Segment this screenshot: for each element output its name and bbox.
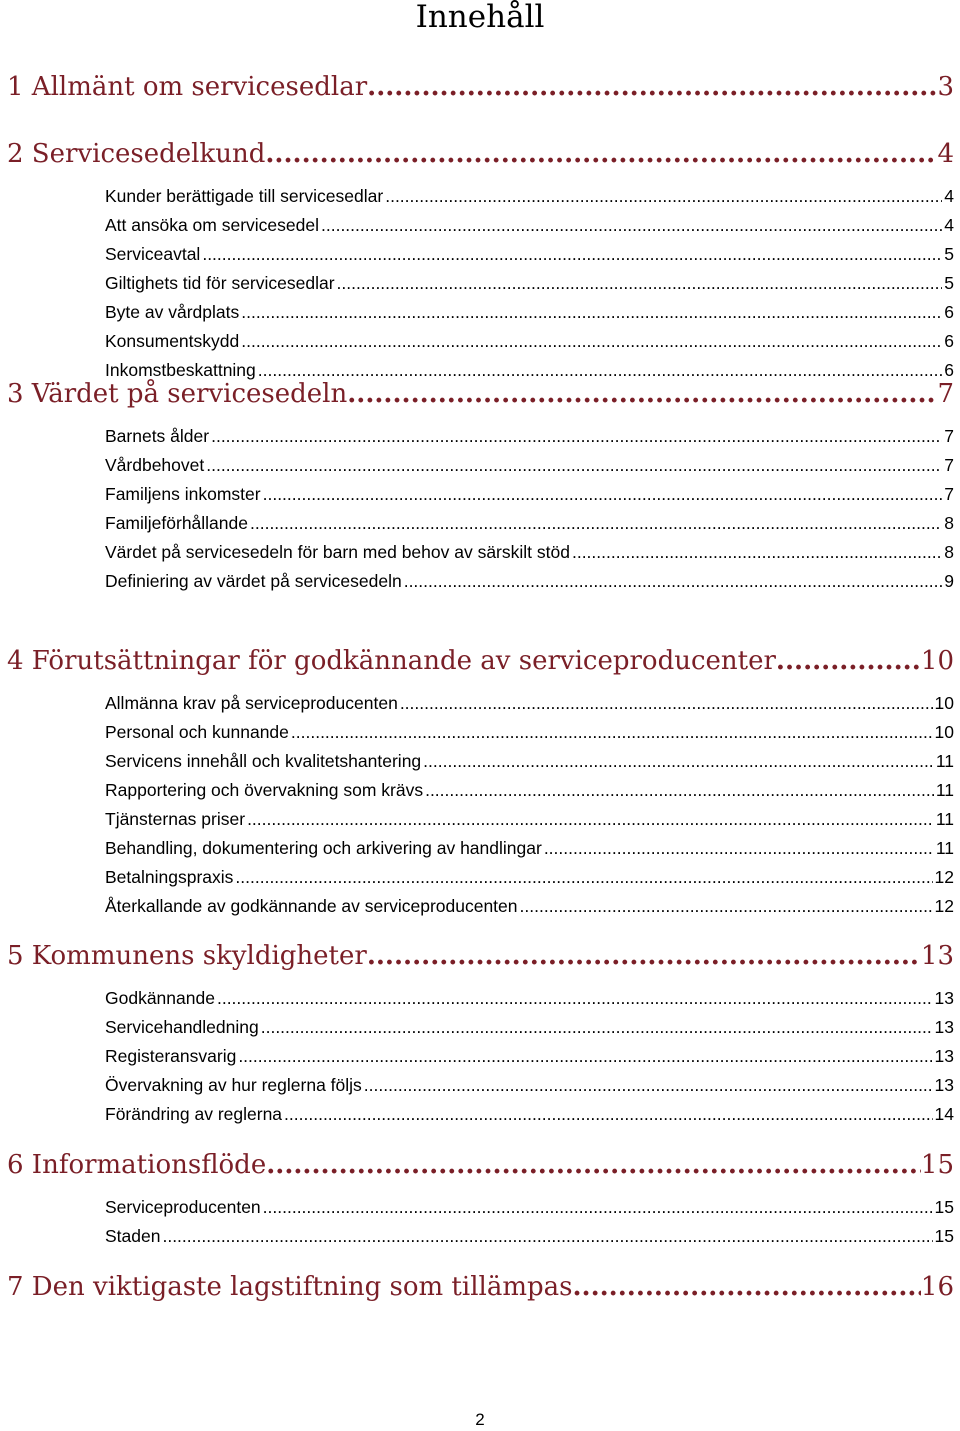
toc-entry-title: Rapportering och övervakning som krävs — [105, 780, 424, 800]
toc-entry-title: Tjänsternas priser — [105, 809, 246, 829]
toc-chapter-title: 2 Servicesedelkund — [7, 139, 266, 169]
toc-chapter-link[interactable] — [7, 137, 954, 171]
toc-dot-leader — [776, 644, 921, 678]
page-number: 2 — [475, 1410, 485, 1429]
toc-entry-page: 13 — [934, 1075, 954, 1095]
toc-dot-leader — [367, 70, 937, 104]
toc-dot-leader — [544, 837, 934, 859]
toc-chapter-title: 1 Allmänt om servicesedlar — [7, 72, 368, 102]
toc-entry-link[interactable] — [105, 1016, 954, 1038]
toc-entry-page: 12 — [934, 867, 954, 887]
toc-entry-title: Personal och kunnande — [105, 722, 289, 742]
toc-dot-leader — [217, 987, 933, 1009]
toc-entry-title: Allmänna krav på serviceproducenten — [105, 693, 398, 713]
toc-entry-page: 13 — [934, 988, 954, 1008]
toc-entry-link[interactable] — [105, 512, 954, 534]
toc-entry-title: Värdet på servicesedeln för barn med behov av särskilt stöd — [105, 542, 570, 562]
toc-dot-leader — [250, 512, 942, 534]
toc-entry-page: 5 — [944, 244, 954, 264]
toc-entry-title: Registeransvarig — [105, 1046, 237, 1066]
toc-entry-page: 4 — [944, 215, 954, 235]
toc-entry-page: 10 — [934, 693, 954, 713]
toc-entry-title: Serviceproducenten — [105, 1197, 261, 1217]
toc-dot-leader — [263, 1196, 933, 1218]
toc-entry-title: Byte av vårdplats — [105, 302, 240, 322]
toc-chapter-link[interactable] — [7, 70, 954, 104]
toc-entry-link[interactable] — [105, 483, 954, 505]
toc-entry-link[interactable] — [105, 779, 954, 801]
toc-entry-title: Serviceavtal — [105, 244, 201, 264]
toc-entry-page: 7 — [944, 426, 954, 446]
toc-entry-link[interactable] — [105, 570, 954, 592]
toc-entry-title: Inkomstbeskattning — [105, 360, 256, 380]
toc-entry-title: Definiering av värdet på servicesedeln — [105, 571, 402, 591]
toc-entry-link[interactable] — [105, 808, 954, 830]
toc-entry-title: Barnets ålder — [105, 426, 210, 446]
toc-dot-leader — [241, 330, 942, 352]
toc-entry-link[interactable] — [105, 243, 954, 265]
toc-dot-leader — [261, 1016, 933, 1038]
toc-dot-leader — [423, 750, 934, 772]
toc-dot-leader — [425, 779, 934, 801]
toc-entry-title: Vårdbehovet — [105, 455, 205, 475]
toc-chapter-page: 15 — [920, 1150, 954, 1180]
toc-dot-leader — [247, 808, 934, 830]
toc-entry-link[interactable] — [105, 837, 954, 859]
toc-chapter-page: 13 — [920, 941, 954, 971]
toc-dot-leader — [291, 721, 933, 743]
toc-entry-title: Betalningspraxis — [105, 867, 234, 887]
toc-entry-title: Övervakning av hur reglerna följs — [105, 1075, 362, 1095]
toc-entry-page: 13 — [934, 1017, 954, 1037]
toc-entry-title: Giltighets tid för servicesedlar — [105, 273, 335, 293]
toc-dot-leader — [572, 1270, 920, 1304]
toc-entry-link[interactable] — [105, 987, 954, 1009]
toc-dot-leader — [400, 692, 933, 714]
toc-entry-link[interactable] — [105, 1074, 954, 1096]
toc-entry-page: 10 — [934, 722, 954, 742]
toc-entry-title: Konsumentskydd — [105, 331, 240, 351]
toc-chapter-page: 10 — [920, 646, 954, 676]
toc-entry-page: 15 — [934, 1226, 954, 1246]
toc-chapter-title: 7 Den viktigaste lagstiftning som tillämpas — [7, 1272, 573, 1302]
toc-dot-leader — [367, 939, 921, 973]
toc-entry-page: 7 — [944, 455, 954, 475]
toc-entry-page: 6 — [944, 331, 954, 351]
toc-entry-page: 6 — [944, 360, 954, 380]
toc-entry-title: Behandling, dokumentering och arkivering av handlingar — [105, 838, 542, 858]
toc-entry-link[interactable] — [105, 1103, 954, 1125]
toc-entry-page: 11 — [935, 809, 954, 829]
toc-entry-page: 9 — [944, 571, 954, 591]
toc-entry-title: Godkännande — [105, 988, 215, 1008]
toc-dot-leader — [162, 1225, 932, 1247]
toc-dot-leader — [263, 483, 943, 505]
toc-entry-link[interactable] — [105, 272, 954, 294]
toc-entry-link[interactable] — [105, 750, 954, 772]
toc-chapter-title: 5 Kommunens skyldigheter — [7, 941, 367, 971]
toc-entry-page: 14 — [934, 1104, 954, 1124]
toc-entry-link[interactable] — [105, 454, 954, 476]
toc-dot-leader — [211, 425, 942, 447]
toc-entry-page: 15 — [934, 1197, 954, 1217]
toc-entry-link[interactable] — [105, 1196, 954, 1218]
toc-entry-link[interactable] — [105, 301, 954, 323]
toc-dot-leader — [347, 377, 937, 411]
toc-dot-leader — [284, 1103, 932, 1125]
toc-entry-page: 8 — [944, 513, 954, 533]
toc-dot-leader — [241, 301, 942, 323]
toc-dot-leader — [404, 570, 943, 592]
toc-dot-leader — [238, 1045, 932, 1067]
toc-entry-title: Familjens inkomster — [105, 484, 261, 504]
toc-entry-link[interactable] — [105, 692, 954, 714]
toc-entry-link[interactable] — [105, 1045, 954, 1067]
toc-dot-leader — [202, 243, 942, 265]
toc-entry-page: 7 — [944, 484, 954, 504]
toc-entry-title: Förändring av reglerna — [105, 1104, 283, 1124]
toc-dot-leader — [206, 454, 942, 476]
toc-entry-page: 12 — [934, 896, 954, 916]
toc-entry-page: 6 — [944, 302, 954, 322]
toc-entry-title: Familjeförhållande — [105, 513, 248, 533]
toc-entry-title: Återkallande av godkännande av serviceproducenten — [105, 896, 518, 916]
toc-entry-page: 11 — [935, 838, 954, 858]
toc-entry-link[interactable] — [105, 214, 954, 236]
toc-chapter-link[interactable] — [7, 1148, 954, 1182]
toc-chapter-title: 3 Värdet på servicesedeln — [7, 379, 348, 409]
toc-entry-link[interactable] — [105, 185, 954, 207]
toc-dot-leader — [337, 272, 943, 294]
toc-dot-leader — [364, 1074, 933, 1096]
toc-entry-link[interactable] — [105, 721, 954, 743]
toc-entry-link[interactable] — [105, 866, 954, 888]
toc-entry-page: 5 — [944, 273, 954, 293]
toc-dot-leader — [572, 541, 942, 563]
toc-dot-leader — [265, 137, 937, 171]
toc-chapter-page: 16 — [920, 1272, 954, 1302]
toc-chapter-link[interactable] — [7, 377, 954, 411]
toc-entry-link[interactable] — [105, 425, 954, 447]
toc-chapter-title: 4 Förutsättningar för godkännande av serviceproducenter — [7, 646, 776, 676]
toc-chapter-link[interactable] — [7, 939, 954, 973]
toc-chapter-page: 3 — [937, 72, 954, 102]
toc-entry-title: Kunder berättigade till servicesedlar — [105, 186, 384, 206]
toc-dot-leader — [385, 185, 942, 207]
toc-entry-page: 4 — [944, 186, 954, 206]
toc-chapter-title: 6 Informationsflöde — [7, 1150, 267, 1180]
toc-entry-title: Staden — [105, 1226, 161, 1246]
toc-entry-link[interactable] — [105, 1225, 954, 1247]
toc-entry-title: Servicehandledning — [105, 1017, 259, 1037]
toc-entry-link[interactable] — [105, 330, 954, 352]
toc-entry-page: 11 — [935, 780, 954, 800]
toc-entry-page: 13 — [934, 1046, 954, 1066]
toc-dot-leader — [235, 866, 932, 888]
toc-chapter-page: 4 — [937, 139, 954, 169]
toc-entry-title: Servicens innehåll och kvalitetshantering — [105, 751, 422, 771]
toc-dot-leader — [520, 895, 933, 917]
toc-entry-title: Att ansöka om servicesedel — [105, 215, 319, 235]
toc-entry-page: 8 — [944, 542, 954, 562]
page-title: Innehåll — [415, 0, 545, 35]
toc-entry-link[interactable] — [105, 541, 954, 563]
toc-chapter-link[interactable] — [7, 644, 954, 678]
toc-entry-link[interactable] — [105, 895, 954, 917]
toc-entry-page: 11 — [935, 751, 954, 771]
toc-chapter-link[interactable] — [7, 1270, 954, 1304]
toc-chapter-page: 7 — [937, 379, 954, 409]
toc-dot-leader — [266, 1148, 921, 1182]
toc-dot-leader — [321, 214, 942, 236]
